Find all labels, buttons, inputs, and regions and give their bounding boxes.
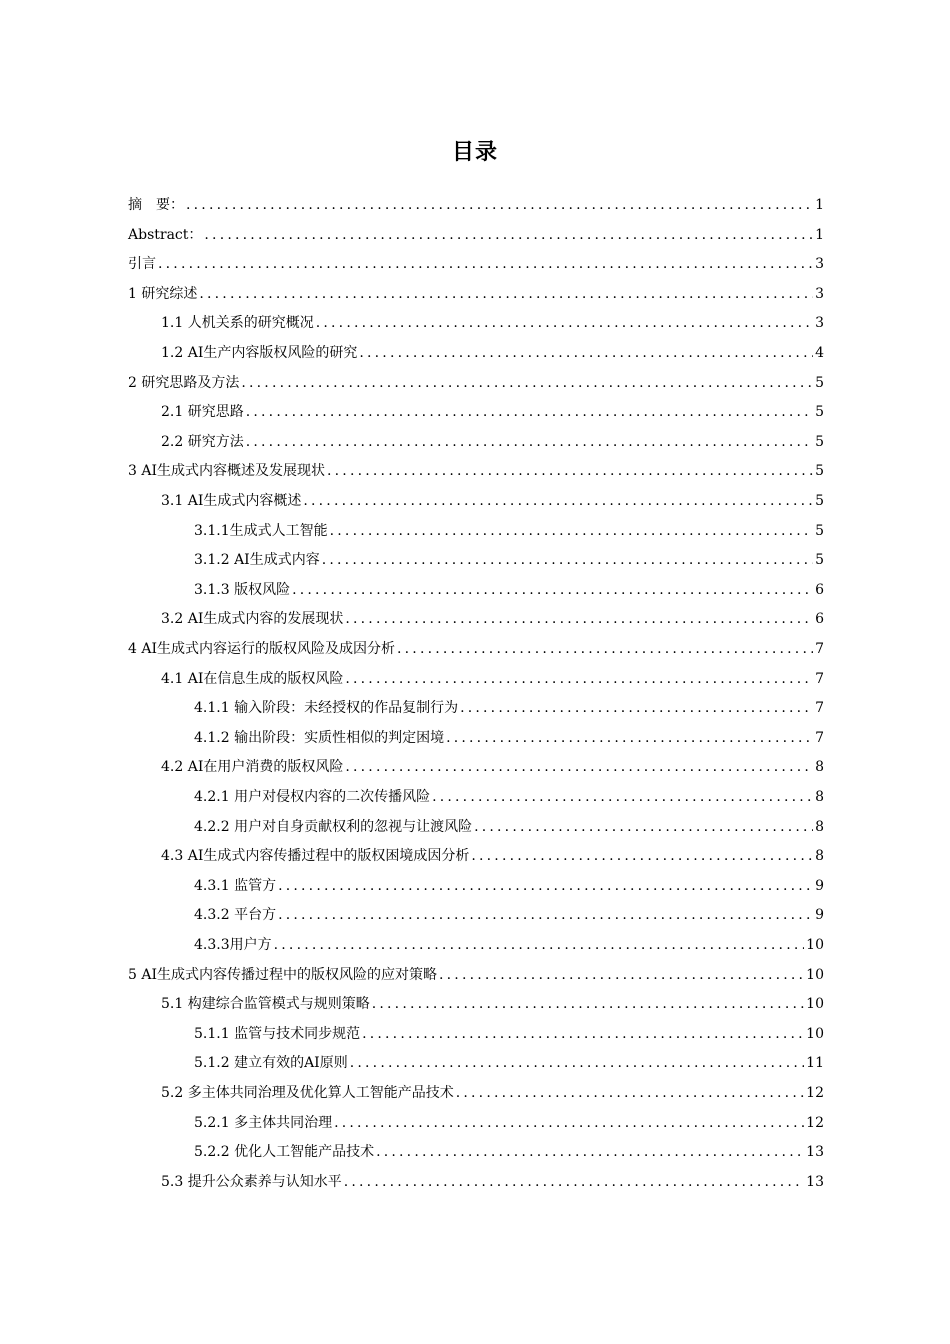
- toc-entry-label: 摘 要：: [128, 197, 184, 213]
- toc-entry[interactable]: [128, 372, 824, 394]
- toc-entry-label: 2.1 研究思路: [161, 404, 244, 421]
- toc-entry[interactable]: [161, 1082, 824, 1104]
- toc-entry[interactable]: [161, 342, 824, 364]
- toc-dot-leader: [327, 460, 813, 482]
- toc-dot-leader: [350, 1052, 804, 1074]
- toc-dot-leader: [432, 786, 813, 808]
- toc-entry[interactable]: [128, 638, 824, 660]
- toc-entry-label: 4.2.1 用户对侵权内容的二次传播风险: [194, 789, 431, 805]
- toc-entry-page-number: 6: [815, 611, 824, 628]
- toc-entry-page-number: 8: [815, 848, 824, 865]
- toc-entry-label: 4.2 AI在用户消费的版权风险: [161, 759, 344, 776]
- toc-dot-leader: [246, 401, 813, 423]
- toc-entry-page-number: 1: [815, 197, 824, 213]
- toc-entry-label: 1.1 人机关系的研究概况: [161, 315, 314, 332]
- toc-entry[interactable]: [128, 253, 824, 275]
- toc-entry[interactable]: [161, 312, 824, 334]
- toc-dot-leader: [274, 934, 805, 956]
- toc-entry[interactable]: [194, 579, 824, 601]
- toc-entry[interactable]: [194, 1141, 824, 1163]
- toc-entry-page-number: 10: [806, 937, 824, 953]
- toc-entry-label: 5.2.1 多主体共同治理: [194, 1114, 333, 1131]
- toc-entry[interactable]: [194, 549, 824, 571]
- toc-entry-page-number: 9: [815, 877, 824, 894]
- toc-entry[interactable]: [161, 993, 824, 1015]
- toc-entry-label: 4 AI生成式内容运行的版权风险及成因分析: [128, 641, 395, 657]
- toc-entry[interactable]: [194, 904, 824, 926]
- toc-entry[interactable]: [194, 727, 824, 749]
- toc-entry[interactable]: [194, 875, 824, 897]
- toc-entry-page-number: 10: [806, 966, 824, 983]
- toc-entry-label: 5 AI生成式内容传播过程中的版权风险的应对策略: [128, 966, 437, 983]
- toc-entry-page-number: 3: [815, 285, 824, 302]
- toc-dot-leader: [316, 312, 813, 334]
- toc-entry-page-number: 10: [806, 996, 824, 1013]
- toc-entry[interactable]: [194, 786, 824, 808]
- toc-entry[interactable]: [128, 460, 824, 482]
- toc-entry[interactable]: [161, 490, 824, 512]
- toc-entry[interactable]: [194, 697, 824, 719]
- toc-entry-label: 3.2 AI生成式内容的发展现状: [161, 611, 344, 628]
- toc-entry-label: 3.1 AI生成式内容概述: [161, 493, 302, 509]
- toc-dot-leader: [199, 283, 813, 305]
- toc-entry[interactable]: [128, 194, 824, 216]
- toc-dot-leader: [460, 697, 813, 719]
- toc-dot-leader: [303, 490, 813, 512]
- toc-dot-leader: [322, 549, 813, 571]
- toc-entry[interactable]: [161, 845, 824, 867]
- toc-entry[interactable]: [128, 964, 824, 986]
- toc-entry-label: 4.1.1 输入阶段：未经授权的作品复制行为: [194, 700, 459, 717]
- toc-entry[interactable]: [161, 608, 824, 630]
- toc-entry[interactable]: [194, 1052, 824, 1074]
- toc-entry-page-number: 5: [815, 493, 824, 509]
- toc-entry-label: 4.1.2 输出阶段：实质性相似的判定困境: [194, 729, 445, 746]
- toc-entry-page-number: 11: [806, 1055, 824, 1072]
- toc-entry-page-number: 7: [815, 700, 824, 717]
- toc-entry-label: 5.1.1 监管与技术同步规范: [194, 1025, 361, 1042]
- toc-entry[interactable]: [161, 1171, 824, 1193]
- toc-entry-label: 引言: [128, 256, 156, 273]
- toc-entry-label: 1 研究综述: [128, 285, 198, 302]
- toc-dot-leader: [376, 1141, 804, 1163]
- toc-dot-leader: [372, 993, 804, 1015]
- toc-entry-page-number: 5: [815, 374, 824, 391]
- toc-entry-label: 4.3.3用户方: [194, 937, 272, 953]
- toc-entry-page-number: 8: [815, 818, 824, 835]
- toc-entry-label: 2.2 研究方法: [161, 433, 244, 450]
- toc-entry-page-number: 12: [806, 1114, 824, 1131]
- toc-dot-leader: [292, 579, 813, 601]
- toc-entry-label: 5.3 提升公众素养与认知水平: [161, 1173, 342, 1190]
- toc-entry[interactable]: [194, 520, 824, 542]
- toc-entry-page-number: 12: [806, 1085, 824, 1101]
- toc-entry-page-number: 5: [815, 552, 824, 569]
- toc-entry-page-number: 9: [815, 907, 824, 924]
- toc-dot-leader: [397, 638, 813, 660]
- toc-dot-leader: [330, 520, 813, 542]
- toc-entry-label: 3.1.3 版权风险: [194, 581, 291, 598]
- toc-dot-leader: [359, 342, 813, 364]
- toc-entry-page-number: 13: [806, 1144, 824, 1161]
- toc-dot-leader: [278, 875, 813, 897]
- toc-entry-page-number: 5: [815, 522, 824, 539]
- toc-entry-page-number: 1: [815, 226, 824, 243]
- toc-entry-page-number: 13: [806, 1173, 824, 1190]
- toc-entry-label: 4.3.2 平台方: [194, 907, 277, 924]
- toc-entry[interactable]: [128, 283, 824, 305]
- toc-dot-leader: [446, 727, 813, 749]
- toc-entry-page-number: 3: [815, 315, 824, 332]
- toc-dot-leader: [345, 668, 813, 690]
- toc-entry-label: 5.2 多主体共同治理及优化算人工智能产品技术: [161, 1085, 454, 1101]
- toc-entry-label: 2 研究思路及方法: [128, 374, 240, 391]
- toc-entry-page-number: 10: [806, 1025, 824, 1042]
- toc-entry-page-number: 4: [815, 345, 824, 361]
- toc-entry-page-number: 7: [815, 729, 824, 746]
- toc-entry-label: 1.2 AI生产内容版权风险的研究: [161, 345, 358, 361]
- toc-dot-leader: [471, 845, 813, 867]
- toc-entry-page-number: 7: [815, 670, 824, 687]
- toc-entry-label: 3.1.2 AI生成式内容: [194, 552, 320, 569]
- toc-entry-page-number: 7: [815, 641, 824, 657]
- toc-entry-label: 4.1 AI在信息生成的版权风险: [161, 670, 344, 687]
- toc-entry[interactable]: [161, 668, 824, 690]
- toc-entry-page-number: 5: [815, 404, 824, 421]
- toc-entry[interactable]: [161, 401, 824, 423]
- toc-entry-label: 4.2.2 用户对自身贡献权利的忽视与让渡风险: [194, 818, 473, 835]
- toc-entry-label: Abstract：: [128, 226, 203, 243]
- toc-entry-label: 4.3.1 监管方: [194, 877, 277, 894]
- toc-entry-label: 4.3 AI生成式内容传播过程中的版权困境成因分析: [161, 848, 470, 865]
- toc-entry[interactable]: [161, 431, 824, 453]
- toc-dot-leader: [344, 1171, 804, 1193]
- toc-entry[interactable]: [161, 756, 824, 778]
- toc-entry-label: 3.1.1生成式人工智能: [194, 522, 328, 539]
- toc-dot-leader: [204, 224, 813, 246]
- toc-entry[interactable]: [194, 816, 824, 838]
- toc-entry[interactable]: [194, 934, 824, 956]
- toc-entry-label: 5.2.2 优化人工智能产品技术: [194, 1144, 375, 1161]
- toc-entry-page-number: 3: [815, 256, 824, 273]
- toc-dot-leader: [345, 756, 813, 778]
- toc-entry-page-number: 6: [815, 581, 824, 598]
- toc-dot-leader: [158, 253, 813, 275]
- toc-dot-leader: [474, 816, 813, 838]
- toc-entry-page-number: 5: [815, 463, 824, 480]
- toc-dot-leader: [456, 1082, 804, 1104]
- toc-dot-leader: [345, 608, 813, 630]
- toc-dot-leader: [246, 431, 813, 453]
- toc-entry[interactable]: [194, 1112, 824, 1134]
- toc-entry-label: 5.1.2 建立有效的AI原则: [194, 1055, 348, 1072]
- toc-entry[interactable]: [194, 1023, 824, 1045]
- toc-entry-page-number: 8: [815, 759, 824, 776]
- toc-entry[interactable]: [128, 224, 824, 246]
- toc-entry-label: 3 AI生成式内容概述及发展现状: [128, 463, 325, 480]
- toc-entry-page-number: 5: [815, 433, 824, 450]
- toc-dot-leader: [439, 964, 804, 986]
- toc-entry-label: 5.1 构建综合监管模式与规则策略: [161, 996, 370, 1013]
- toc-dot-leader: [334, 1112, 804, 1134]
- toc-dot-leader: [362, 1023, 804, 1045]
- toc-dot-leader: [241, 372, 813, 394]
- toc-dot-leader: [186, 194, 813, 216]
- toc-title: 目录: [451, 140, 498, 165]
- toc-dot-leader: [278, 904, 813, 926]
- toc-entry-page-number: 8: [815, 789, 824, 805]
